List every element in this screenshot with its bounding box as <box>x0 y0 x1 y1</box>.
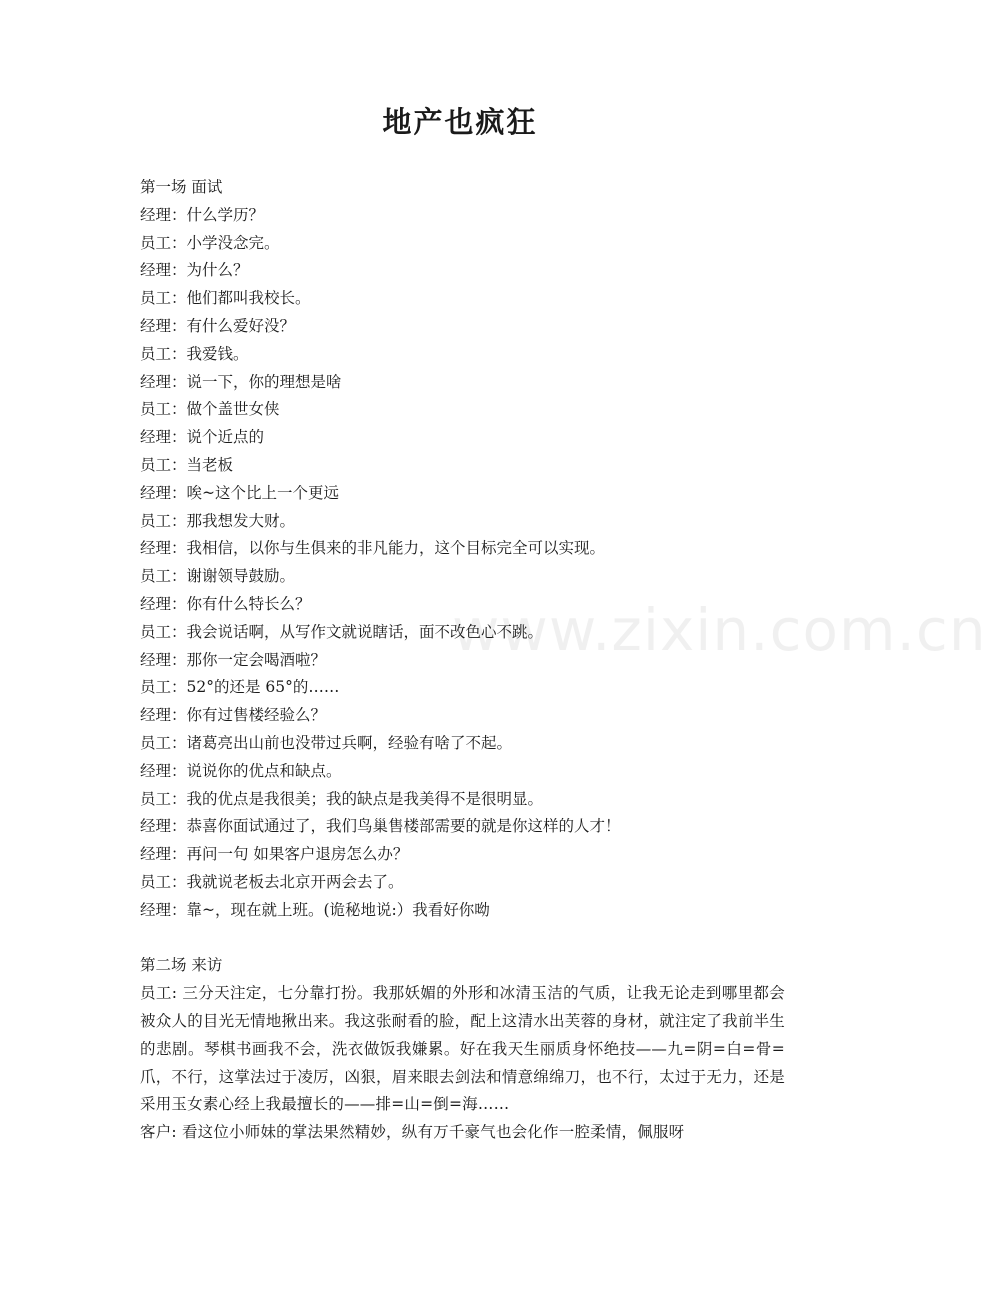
dialogue-line: 员工：他们都叫我校长。 <box>140 289 311 308</box>
dialogue-line: 经理：说说你的优点和缺点。 <box>140 761 342 780</box>
section-spacer <box>140 925 785 953</box>
scene2-paragraph: 客户: 看这位小师妹的掌法果然精妙，纵有万千豪气也会化作一腔柔情，佩服呀 <box>140 1123 685 1142</box>
dialogue-line: 员工：52°的还是 65°的…… <box>140 678 340 697</box>
dialogue-line: 员工：我会说话啊，从写作文就说瞎话，面不改色心不跳。 <box>140 622 544 641</box>
scene2-paragraph: 员工: 三分天注定，七分靠打扮。我那妖媚的外形和冰清玉洁的气质，让我无论走到哪里都会被众人的目光无情地揪出来。我这张耐看的脸，配上这清水出芙蓉的身材，就注定了我前半生的悲剧。琴棋书画我不会，洗衣做饭我嫌累。好在我天生丽质身怀绝技——九=阴=白=骨=爪，不行，这掌法过于凌厉，凶狠，眉来眼去剑法和情意绵绵刀，也不行，太过于无力，还是采用玉女素心经上我最擅长的——排=山=倒=海…… <box>140 984 785 1114</box>
dialogue-line: 员工：当老板 <box>140 455 234 474</box>
dialogue-line: 经理：靠~，现在就上班。(诡秘地说:）我看好你呦 <box>140 900 490 919</box>
document-body <box>140 174 785 1147</box>
dialogue-line: 员工：我就说老板去北京开两会去了。 <box>140 872 404 891</box>
dialogue-line: 员工：我的优点是我很美；我的缺点是我美得不是很明显。 <box>140 789 544 808</box>
scene1-dialogue <box>140 202 785 925</box>
dialogue-line: 经理：那你一定会喝酒啦？ <box>140 650 327 669</box>
dialogue-line: 经理：我相信，以你与生俱来的非凡能力，这个目标完全可以实现。 <box>140 539 606 558</box>
dialogue-line: 员工：小学没念完。 <box>140 233 280 252</box>
dialogue-line: 员工：我爱钱。 <box>140 344 249 363</box>
scene2-heading: 第二场 来访 <box>140 956 223 975</box>
dialogue-line: 经理：什么学历？ <box>140 205 265 224</box>
watermark: www.zixin.com.cn <box>452 596 987 664</box>
dialogue-line: 经理：唉~这个比上一个更远 <box>140 483 339 502</box>
dialogue-line: 经理：说一下，你的理想是啥 <box>140 372 342 391</box>
dialogue-line: 经理：恭喜你面试通过了，我们鸟巢售楼部需要的就是你这样的人才！ <box>140 817 621 836</box>
dialogue-line: 经理：你有过售楼经验么？ <box>140 706 327 725</box>
dialogue-line: 员工：谢谢领导鼓励。 <box>140 567 296 586</box>
dialogue-line: 员工：诸葛亮出山前也没带过兵啊，经验有啥了不起。 <box>140 733 513 752</box>
dialogue-line: 经理：为什么？ <box>140 261 249 280</box>
dialogue-line: 经理：说个近点的 <box>140 428 265 447</box>
dialogue-line: 经理：再问一句 如果客户退房怎么办？ <box>140 845 409 864</box>
document-title: 地产也疯狂 <box>382 105 538 139</box>
dialogue-line: 经理：有什么爱好没？ <box>140 316 296 335</box>
scene1-heading: 第一场 面试 <box>140 178 223 196</box>
dialogue-line: 经理：你有什么特长么？ <box>140 594 311 613</box>
dialogue-line: 员工：那我想发大财。 <box>140 511 296 530</box>
dialogue-line: 员工：做个盖世女侠 <box>140 400 280 419</box>
